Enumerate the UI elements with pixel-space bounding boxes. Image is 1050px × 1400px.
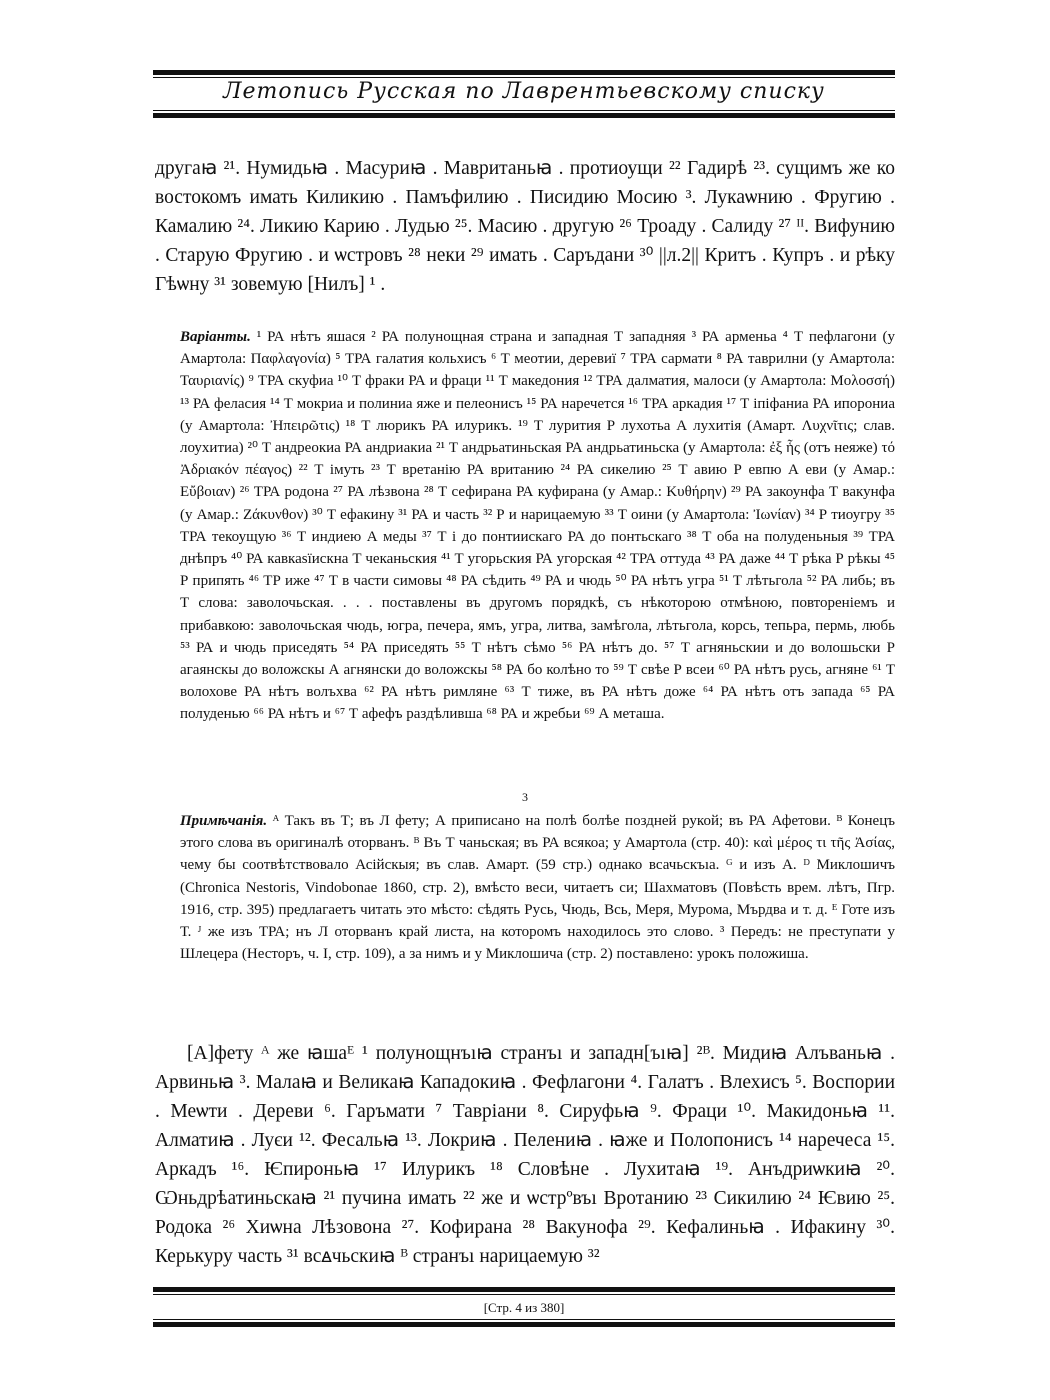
footer-rule-top <box>153 1287 895 1292</box>
header-rule-bottom <box>153 113 895 118</box>
variants-label: Варіанты. <box>180 329 251 345</box>
main-text-bottom <box>155 1039 895 1271</box>
notes-paragraph <box>180 810 895 965</box>
footer-rule-bottom-thin <box>153 1319 895 1320</box>
notes-text: ᴬ Такъ въ Т; въ Л фету; А приписано на полѣ болѣе поздней рукой; въ РА Афетови. ᴮ Конецъ этого слова въ оригиналѣ оторванъ. ᴮ Въ Т чаньская; въ РА всякоа; у Амартола (стр. 40): καὶ μέρος τι τῆς Ἀσίας, чему бы соотвѣтствовало Асійскыя; въ слав. Амарт. (59 стр.) однако всачьскъıа. ᴳ и изъ А. ᴰ Миклошичъ (Chronica Nestoris, Vindobonae 1860, стр. 2), вмѣсто веси, читаетъ си; Шахматовъ (Повѣсть врем. лѣтъ, Пгр. 1916, стр. 395) предлагаетъ читать это мѣсто: сѣдять Русь, Чюдь, Всь, Меря, Мурома, Мърдва и т. д. ᴱ Готе изъ Т. ᴶ же изъ ТРА; нъ Л оторванъ край листа, на которомъ находилось это слово. ³ Передъ: не преступати у Шлецера (Несторъ, ч. I, стр. 109), а за нимъ и у Миклошича (стр. 2) поставлено: урокъ положиша. <box>180 813 895 963</box>
page-header-title: Летопись Русская по Лаврентьевскому списку <box>223 79 825 104</box>
footer-rule-bottom <box>153 1322 895 1327</box>
header-rule-top <box>153 70 895 75</box>
notes-label: Примѣчанія. <box>180 813 268 829</box>
main-paragraph-top: другаꙗ ²¹. Нумидьꙗ . Масуриꙗ . Мавританьꙗ . протиоущи ²² Гадирѣ ²³. сущимъ же ко востокомъ имать Киликию . Памъфилию . Писидию Мосию ³. Лукаѡнию . Фругию . Камалию ²⁴. Ликию Карию . Лудью ²⁵. Масию . другую ²⁶ Троаду . Салиду ²⁷ ᴵᴵ. Вифунию . Старую Фругию . и ѡстровъ ²⁸ неки ²⁹ имать . Саръдани ³⁰ ||л.2|| Критъ . Купръ . и рѣку Гѣѡну ³¹ зовемую [Нилъ] ¹ . <box>155 158 895 295</box>
header-rule-bottom-thin <box>153 110 895 111</box>
header-rule-top-thin <box>153 77 895 78</box>
main-paragraph-bottom: [А]фету ᴬ же ꙗшаᴱ ¹ полунощнъıꙗ странъı и западн[ъıꙗ] ²ᴮ. Мидиꙗ Алъваньꙗ . Арвиньꙗ ³. Малаꙗ и Великаꙗ Кападокиꙗ . Фефлагони ⁴. Галатъ . Влехисъ ⁵. Воспории . Меѡти . Дереви ⁶. Гаръмати ⁷ Тавріани ⁸. Сируфьꙗ ⁹. Фраци ¹⁰. Макидоньꙗ ¹¹. Алматиꙗ . Луєи ¹². Фесальꙗ ¹³. Локриꙗ . Пелениꙗ . ꙗже и Полопонисъ ¹⁴ наречеса ¹⁵. Аркадъ ¹⁶. Ѥпироньꙗ ¹⁷ Илурикъ ¹⁸ Словѣне . Лухитаꙗ ¹⁹. Анъдриѡкиꙗ ²⁰. Ѡньдрѣатиньскаꙗ ²¹ пучина имать ²² же и ѡстрºвъı Вротанию ²³ Сикилию ²⁴ Ѥвию ²⁵. Родока ²⁶ Хиѡна Лѣзовона ²⁷. Кофирана ²⁸ Вакунофа ²⁹. Кефалиньꙗ . Ифакину ³⁰. Керькуру часть ³¹ всꙙчьскиꙗ ᴮ странъı нарицаемую ³² <box>155 1043 895 1267</box>
variants-apparatus <box>180 326 895 726</box>
page-marker: 3 <box>522 790 528 804</box>
variants-paragraph <box>180 326 895 726</box>
variants-text: ¹ РА нѣтъ яшася ² РА полунощная страна и западная Т западняя ³ РА арменьа ⁴ Т пефлагони (у Амартола: Παφλαγονία) ⁵ ТРА галатия кольхисъ ⁶ Т меотии, деревиї ⁷ ТРА сармати ⁸ РА таврилни (у Амартола: Ταυριανίς) ⁹ ТРА скуфиа ¹⁰ Т фраки РА и фраци ¹¹ Т македония ¹² ТРА далматия, малоси (у Амартола: Μολοσσή) ¹³ РА феласия ¹⁴ Т мокриа и полиниа яже и пелеонисъ ¹⁵ РА наречется ¹⁶ ТРА аркадия ¹⁷ Т іпіфаниа РА ипорониа (у Амартола: Ἠπειρῶτις) ¹⁸ Т люрикъ РА илурикъ. ¹⁹ Т лурития Р лухотьа А лухитія (Амарт. Λυχνῖτις; слав. лоухитиа) ²⁰ Т андреокиа РА андриакиа ²¹ Т андрьатиньская РА андрьатиньска (у Амартола: ἐξ ἧς (отъ неяже) τό Ἀδριακόν πέαγος) ²² Т імуть ²³ Т вретанію РА вританию ²⁴ РА сикелию ²⁵ Т авию Р евпю А еви (у Амар.: Εὔβοιαν) ²⁶ ТРА родона ²⁷ РА лѣзвона ²⁸ Т сефирана РА куфирана (у Амар.: Κυθήρην) ²⁹ РА закоунфа Т вакунфа (у Амар.: Ζάκυνθον) ³⁰ Т ефакину ³¹ РА и часть ³² Р и нарицаемую ³³ Т оини (у Амартола: Ἰωνίαν) ³⁴ Р тиоугру ³⁵ ТРА текоущую ³⁶ Т индиею А меды ³⁷ Т і до понтиискаго РА до понтьскаго ³⁸ Т оба на полуденьныя ³⁹ ТРА днѣпръ ⁴⁰ РА кавкаѕїискна Т чеканьския ⁴¹ Т угорьския РА угорская ⁴² ТРА оттуда ⁴³ РА даже ⁴⁴ Т рѣка Р рѣкы ⁴⁵ Р припять ⁴⁶ ТР иже ⁴⁷ Т в части симовы ⁴⁸ РА сѣдить ⁴⁹ РА и чюдь ⁵⁰ РА нѣтъ угра ⁵¹ Т лѣтьгола ⁵² РА либь; въ Т слова: заволочьская. . . . поставлены въ другомъ порядкѣ, съ нѣкоторою отмѣною, повтореніемъ и прибавкою: заволочьская чюдь, югра, печера, ямъ, угра, литва, замѣгола, лѣтьгола, корсь, тепьра, пермь, любь ⁵³ РА и чюдь приседять ⁵⁴ РА приседять ⁵⁵ Т нѣтъ сѣмо ⁵⁶ РА нѣтъ до. ⁵⁷ Т агняньскии и до волошьски Р агаянскы до воложскы А агнянски до воложскы ⁵⁸ РА бо колѣно то ⁵⁹ Т свѣе Р всеи ⁶⁰ РА нѣтъ русь, агняне ⁶¹ Т волохове РА нѣтъ волъхва ⁶² РА нѣтъ римляне ⁶³ Т тиже, въ РА нѣтъ доже ⁶⁴ РА нѣтъ отъ запада ⁶⁵ РА полуденью ⁶⁶ РА нѣтъ и ⁶⁷ Т афефъ раздѣливша ⁶⁸ РА и жребьи ⁶⁹ А меташа. <box>180 329 895 723</box>
footer-rule-top-thin <box>153 1294 895 1295</box>
notes-apparatus <box>180 810 895 965</box>
main-text-top <box>155 154 895 299</box>
page-counter: [Стр. 4 из 380] <box>483 1300 565 1315</box>
